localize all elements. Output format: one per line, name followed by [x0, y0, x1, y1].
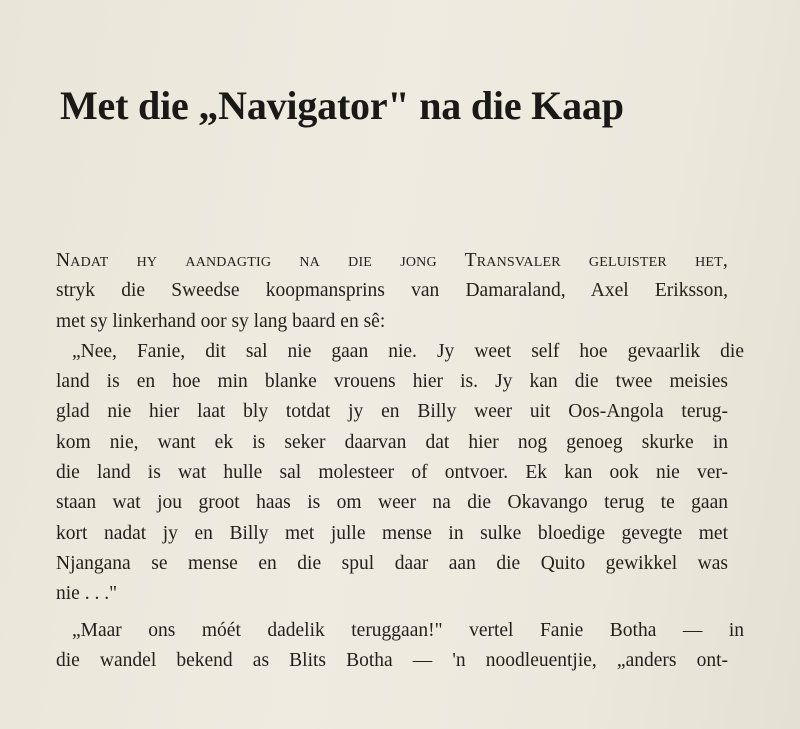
- text-line: die wandel bekend as Blits Botha — 'n noodleuentjie, „anders ont-: [56, 649, 728, 671]
- chapter-title: Met die „Navigator" na die Kaap: [60, 83, 624, 128]
- text-line: Nadat hy aandagtig na die jong Transvaler geluister het,: [56, 250, 728, 271]
- text-line: „Nee, Fanie, dit sal nie gaan nie. Jy weet self hoe gevaarlik die: [72, 340, 744, 362]
- text-line: nie . . .": [56, 583, 118, 605]
- text-line: Njangana se mense en die spul daar aan die Quito gewikkel was: [56, 552, 728, 574]
- text-line: staan wat jou groot haas is om weer na die Okavango terug te gaan: [56, 492, 728, 514]
- text-line: die land is wat hulle sal molesteer of ontvoer. Ek kan ook nie ver-: [56, 462, 728, 484]
- text-line: kort nadat jy en Billy met julle mense in sulke bloedige gevegte met: [56, 522, 728, 544]
- text-line: „Maar ons móét dadelik teruggaan!" vertel Fanie Botha — in: [72, 619, 744, 641]
- text-line: kom nie, want ek is seker daarvan dat hier nog genoeg skurke in: [56, 431, 728, 453]
- text-line: met sy linkerhand oor sy lang baard en sê:: [56, 310, 386, 332]
- body-text: [56, 246, 746, 676]
- text-line: glad nie hier laat bly totdat jy en Billy weer uit Oos-Angola terug-: [56, 401, 728, 423]
- text-line: stryk die Sweedse koopmansprins van Damaraland, Axel Eriksson,: [56, 280, 728, 302]
- text-line: land is en hoe min blanke vrouens hier is. Jy kan die twee meisies: [56, 371, 728, 393]
